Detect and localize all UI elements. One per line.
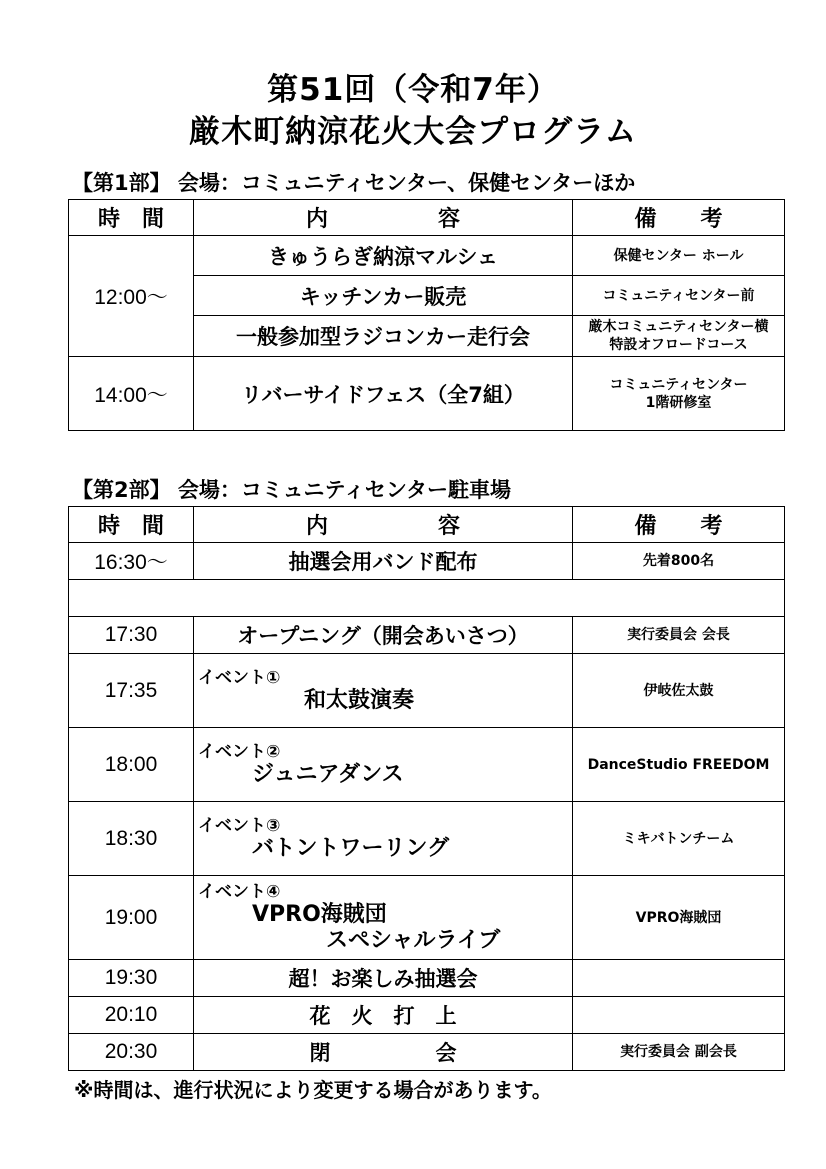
part2-table (68, 506, 785, 1071)
content-cell: 花 火 打 上 (194, 997, 573, 1034)
event-label: イベント① (198, 667, 281, 688)
title-line-2: 厳木町納涼花火大会プログラム (189, 114, 637, 150)
time-cell: 12:00～ (69, 236, 194, 357)
event-name: VPRO海賊団 (252, 901, 387, 927)
part1-table (68, 199, 785, 431)
time-cell: 19:00 (69, 876, 194, 960)
time-cell: 17:30 (69, 617, 194, 654)
content-cell: 超！お楽しみ抽選会 (194, 960, 573, 997)
note-line: 特設オフロードコース (609, 337, 748, 353)
content-cell: リバーサイドフェス（全7組） (194, 357, 573, 431)
time-cell: 18:30 (69, 802, 194, 876)
note-cell (573, 960, 785, 997)
time-cell: 17:35 (69, 654, 194, 728)
time-cell: 14:00～ (69, 357, 194, 431)
note-line: 厳木コミュニティセンター横 (588, 319, 769, 335)
title-line-1: 第51回（令和7年） (267, 72, 559, 108)
note-cell: 伊岐佐太鼓 (573, 654, 785, 728)
table-row (69, 357, 785, 431)
note-cell: 実行委員会 会長 (573, 617, 785, 654)
time-cell: 19:30 (69, 960, 194, 997)
table-row (69, 802, 785, 876)
note-line: コミュニティセンター (609, 376, 748, 393)
table-row (69, 960, 785, 997)
spacer-cell (69, 580, 785, 617)
event-name: 和太鼓演奏 (304, 687, 415, 713)
time-cell: 20:10 (69, 997, 194, 1034)
content-cell: 一般参加型ラジコンカー走行会 (194, 316, 573, 357)
header-note: 備 考 (573, 200, 785, 236)
note-cell (573, 357, 785, 431)
content-cell (194, 728, 573, 802)
note-cell: 保健センター ホール (573, 236, 785, 276)
content-cell (194, 802, 573, 876)
note-cell (573, 997, 785, 1034)
header-content: 内 容 (194, 200, 573, 236)
table-row (69, 876, 785, 960)
content-cell (194, 654, 573, 728)
event-label: イベント③ (198, 815, 281, 836)
header-note: 備 考 (573, 507, 785, 543)
table-row (69, 654, 785, 728)
footnote: ※時間は、進行状況により変更する場合があります。 (74, 1078, 552, 1102)
content-cell: 閉 会 (194, 1034, 573, 1071)
event-name: ジュニアダンス (252, 761, 404, 787)
table-row (69, 236, 785, 276)
content-cell: キッチンカー販売 (194, 276, 573, 316)
note-line: 1階研修室 (645, 394, 712, 411)
part1-heading: 【第1部】 会場：コミュニティセンター、保健センターほか (72, 171, 636, 195)
table-row (69, 1034, 785, 1071)
table-header-row (69, 507, 785, 543)
time-cell: 20:30 (69, 1034, 194, 1071)
event-label: イベント④ (198, 881, 281, 902)
time-cell: 16:30～ (69, 543, 194, 580)
event-name-line2: スペシャルライブ (326, 927, 501, 953)
content-cell: オープニング（開会あいさつ） (194, 617, 573, 654)
table-row (69, 728, 785, 802)
header-time: 時 間 (69, 507, 194, 543)
header-content: 内 容 (194, 507, 573, 543)
note-cell: 先着800名 (573, 543, 785, 580)
empty-row (69, 580, 785, 617)
part2-heading: 【第2部】 会場：コミュニティセンター駐車場 (72, 478, 511, 502)
table-header-row (69, 200, 785, 236)
table-row (69, 997, 785, 1034)
note-cell (573, 316, 785, 357)
event-name: バトントワーリング (252, 835, 450, 861)
note-cell: VPRO海賊団 (573, 876, 785, 960)
content-cell: きゅうらぎ納涼マルシェ (194, 236, 573, 276)
header-time: 時 間 (69, 200, 194, 236)
content-cell: 抽選会用バンド配布 (194, 543, 573, 580)
note-cell: ミキバトンチーム (573, 802, 785, 876)
note-cell: コミュニティセンター前 (573, 276, 785, 316)
content-cell (194, 876, 573, 960)
note-cell: 実行委員会 副会長 (573, 1034, 785, 1071)
time-cell: 18:00 (69, 728, 194, 802)
table-row (69, 543, 785, 580)
note-cell: DanceStudio FREEDOM (573, 728, 785, 802)
event-label: イベント② (198, 741, 281, 762)
table-row (69, 617, 785, 654)
